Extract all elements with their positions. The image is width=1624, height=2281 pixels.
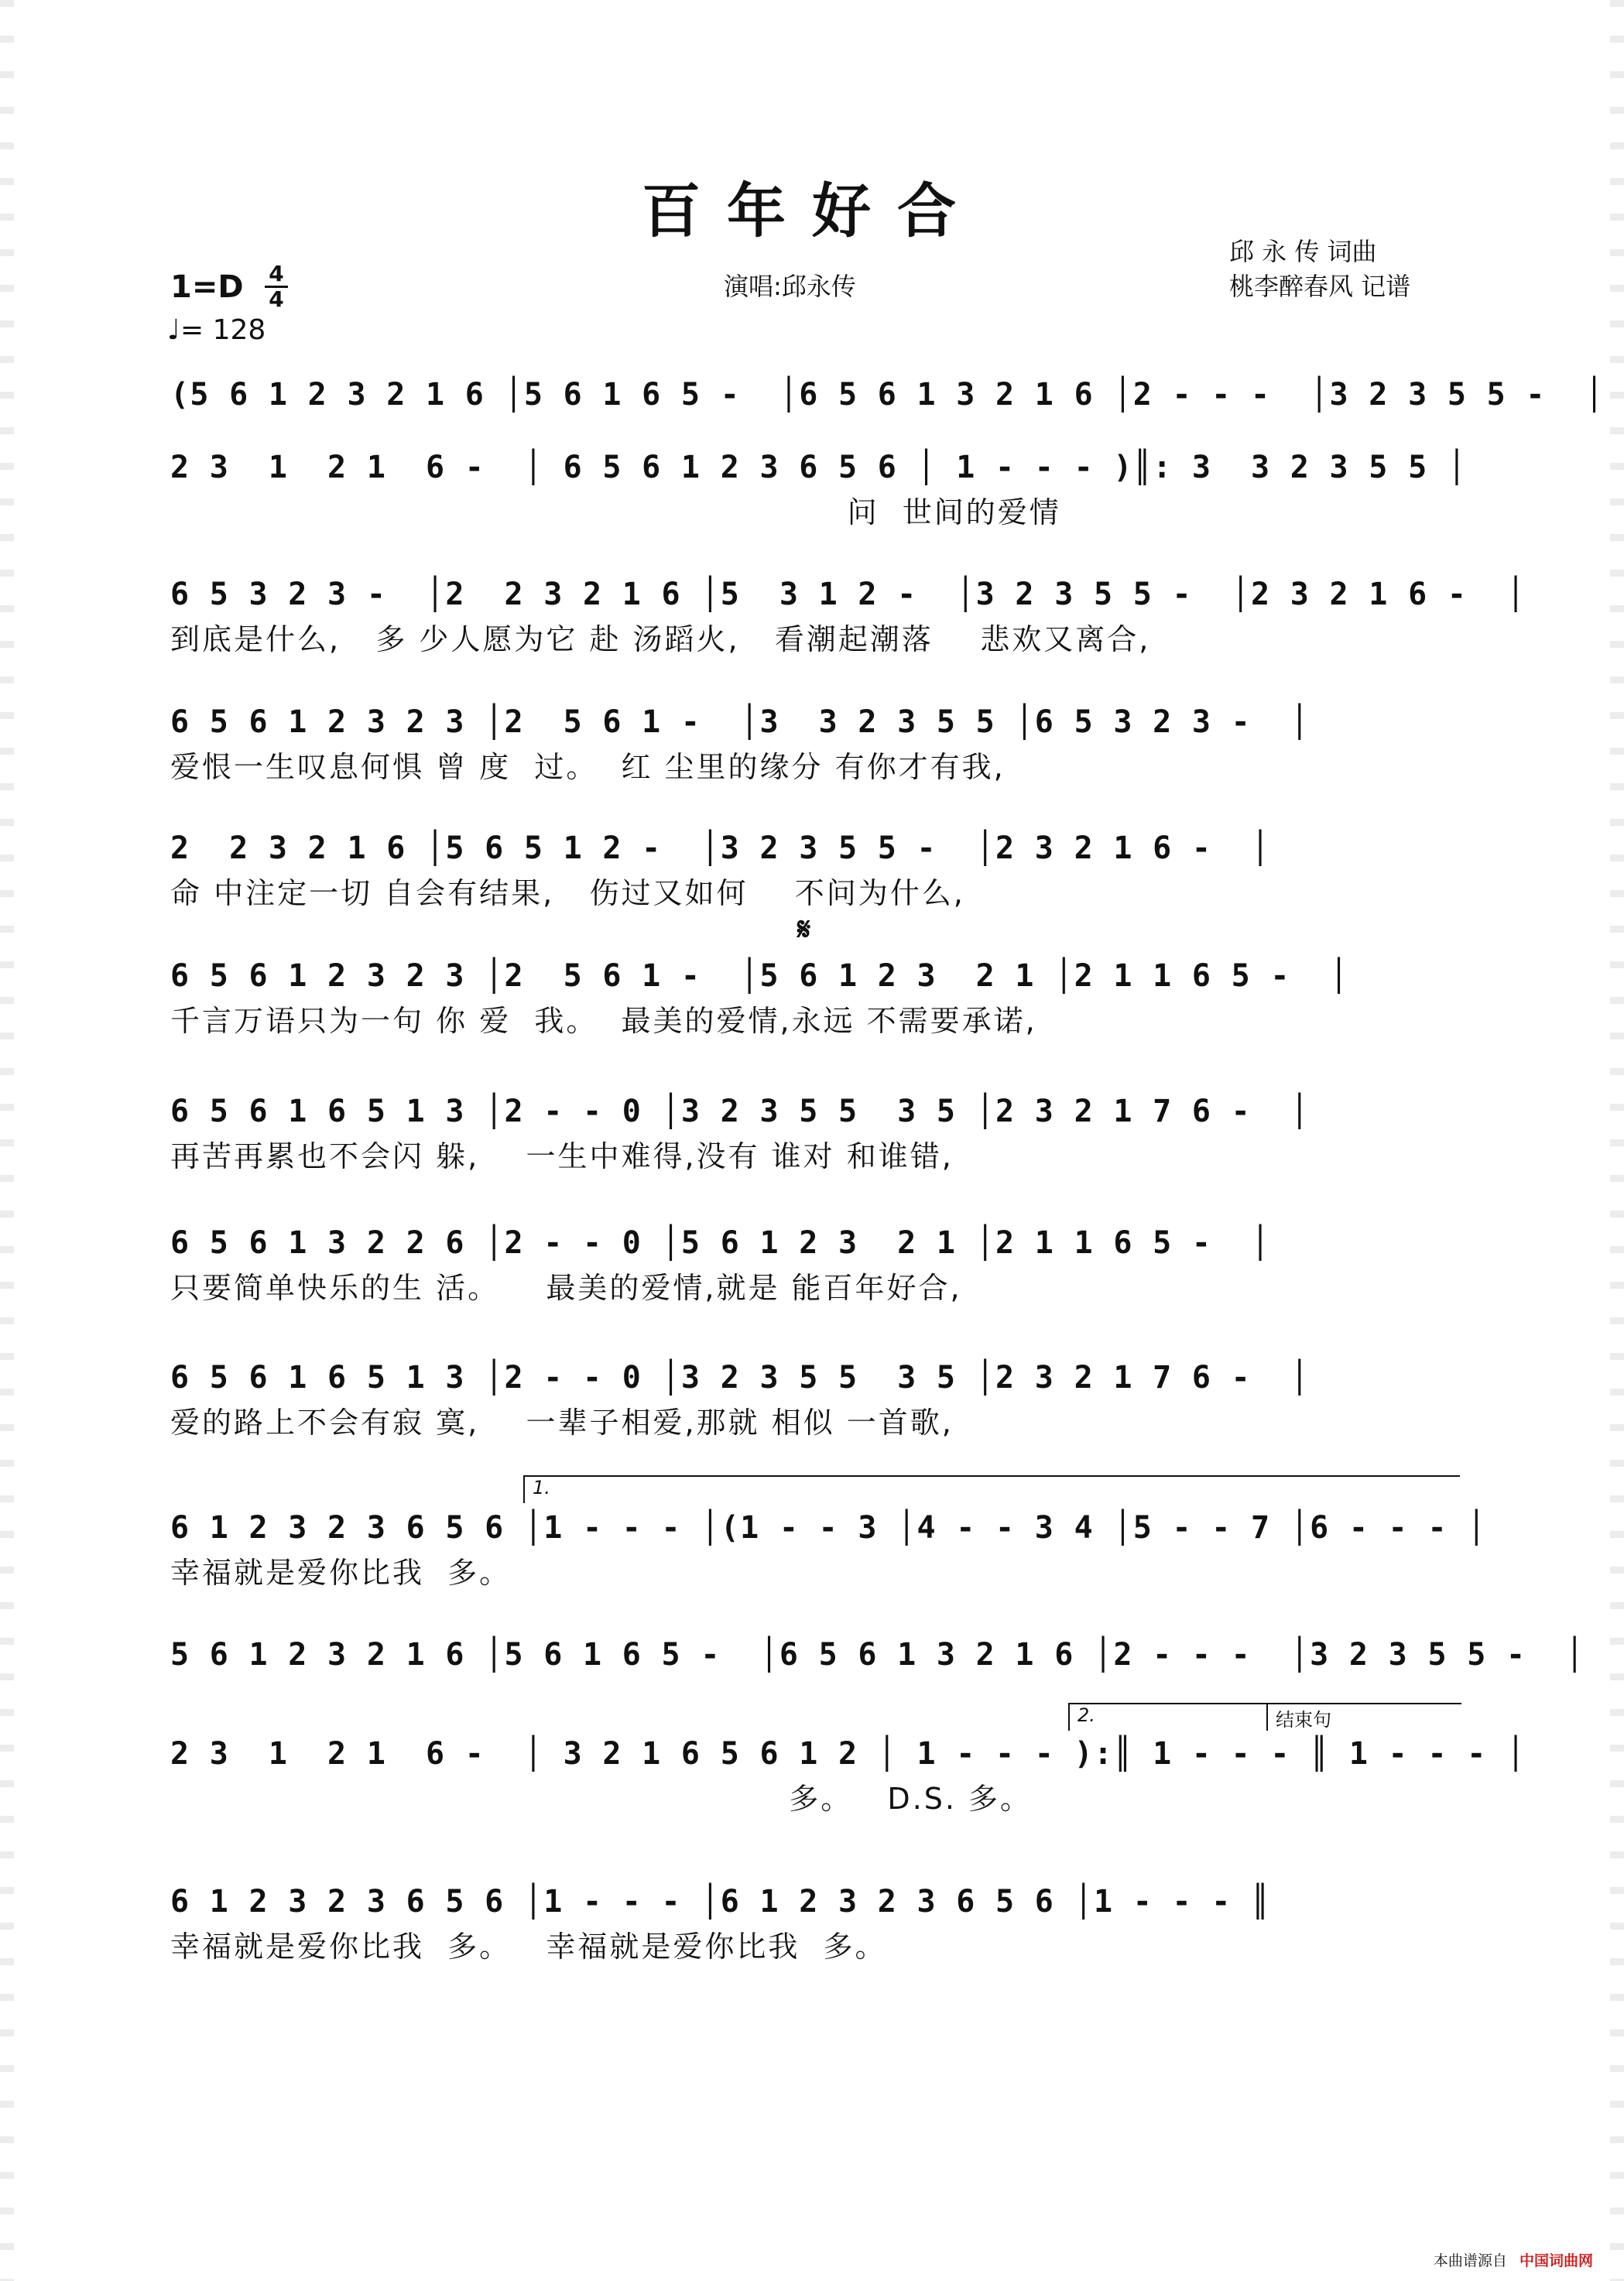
time-top: 4 [269, 261, 284, 286]
lyric-line: 幸福就是爱你比我 多。 [170, 1556, 512, 1590]
second-ending-label: 2. [1078, 1704, 1095, 1726]
lyric-line: 问 世间的爱情 [170, 495, 1061, 529]
jianpu-notes: 2 2 3 2 1 6 │5 6 5 1 2 - │3 2 3 5 5 - │2 3 2 1 6 - │ [170, 831, 1271, 866]
score-row [170, 1880, 1459, 1968]
first-ending-label: 1. [533, 1477, 550, 1498]
song-title: 百年好合 [642, 176, 982, 245]
score-row [170, 1506, 1487, 1594]
jianpu-notes: 6 5 6 1 6 5 1 3 │2 - - 0 │3 2 3 5 5 3 5 │2 3 2 1 7 6 - │ [170, 1094, 1311, 1129]
source-footer [1434, 2249, 1593, 2270]
lyric-line: 到底是什么, 多 少人愿为它 赴 汤蹈火, 看潮起潮落 悲欢又离合, [170, 622, 1151, 656]
time-signature [265, 263, 288, 310]
jianpu-notes: 6 1 2 3 2 3 6 5 6 │1 - - - │(1 - - 3 │4 - - 3 4 │5 - - 7 │6 - - - │ [170, 1510, 1487, 1546]
lyric-line: 只要简单快乐的生 活。 最美的爱情,就是 能百年好合, [170, 1271, 962, 1305]
lyric-line: 命 中注定一切 自会有结果, 伤过又如何 不问为什么, [170, 876, 965, 910]
jianpu-notes: 6 5 6 1 2 3 2 3 │2 5 6 1 - │3 3 2 3 5 5 │6 5 3 2 3 - │ [170, 704, 1311, 740]
lyric-line: 幸福就是爱你比我 多。 幸福就是爱你比我 多。 [170, 1930, 887, 1964]
lyric-line: 千言万语只为一句 你 爱 我。 最美的爱情,永远 不需要承诺, [170, 1004, 1037, 1038]
score-row [170, 1356, 1459, 1444]
jianpu-notes: 6 5 6 1 2 3 2 3 │2 5 6 1 - │5 6 1 2 3 2 1 │2 1 1 6 5 - │ [170, 958, 1349, 994]
ending-phrase-label: 结束句 [1276, 1709, 1331, 1731]
score-row [170, 573, 1526, 661]
jianpu-notes: 6 5 6 1 6 5 1 3 │2 - - 0 │3 2 3 5 5 3 5 │2 3 2 1 7 6 - │ [170, 1360, 1311, 1396]
lyric-line: 再苦再累也不会闪 躲, 一生中难得,没有 谁对 和谁错, [170, 1139, 954, 1173]
first-ending-bracket [523, 1475, 1460, 1503]
jianpu-notes: 6 5 3 2 3 - │2 2 3 2 1 6 │5 3 1 2 - │3 2 3 5 5 - │2 3 2 1 6 - │ [170, 577, 1526, 612]
footer-site-name: 中国词曲网 [1519, 2252, 1593, 2269]
key-signature: 1=D [170, 269, 244, 305]
tempo-mark: ♩= 128 [167, 314, 266, 346]
side-watermark-right [1610, 0, 1624, 2281]
score-row [170, 446, 1468, 534]
lyric-line: 爱的路上不会有寂 寞, 一辈子相爱,那就 相似 一首歌, [170, 1406, 954, 1440]
lyric-line: 爱恨一生叹息何惧 曾 度 过。 红 尘里的缘分 有你才有我, [170, 750, 1006, 784]
jianpu-notes: 6 1 2 3 2 3 6 5 6 │1 - - - │6 1 2 3 2 3 6 5 6 │1 - - - ║ [170, 1884, 1271, 1920]
score-row [170, 954, 1459, 1043]
transcriber: 桃李醉春风 记谱 [1229, 272, 1411, 301]
jianpu-notes: 5 6 1 2 3 2 1 6 │5 6 1 6 5 - │6 5 6 1 3 2 1 6 │2 - - - │3 2 3 5 5 - │ [170, 1637, 1585, 1673]
score-row [170, 700, 1459, 789]
segno-sign: 𝄋 [797, 912, 811, 947]
lyric-line: 多。 D.S. 多。 [170, 1782, 1033, 1816]
jianpu-notes: 2 3 1 2 1 6 - │ 3 2 1 6 5 6 1 2 │ 1 - - - ):║ 1 - - - ║ 1 - - - │ [170, 1736, 1526, 1772]
singer: 演唱:邱永传 [724, 272, 856, 301]
score-row [170, 1732, 1526, 1820]
lyricist-composer: 邱 永 传 词曲 [1229, 237, 1377, 266]
jianpu-notes: 6 5 6 1 3 2 2 6 │2 - - 0 │5 6 1 2 3 2 1 │2 1 1 6 5 - │ [170, 1225, 1271, 1261]
score-row [170, 827, 1459, 915]
lyric-line [170, 1678, 1459, 1721]
score-row [170, 1221, 1459, 1310]
footer-source-text: 本曲谱源自 [1433, 2252, 1507, 2269]
jianpu-notes: 2 3 1 2 1 6 - │ 6 5 6 1 2 3 6 5 6 │ 1 - - - )║: 3 3 2 3 5 5 │ [170, 450, 1468, 485]
side-watermark-left [0, 0, 14, 2281]
jianpu-notes: (5 6 1 2 3 2 1 6 │5 6 1 6 5 - │6 5 6 1 3 2 1 6 │2 - - - │3 2 3 5 5 - │ [170, 377, 1605, 413]
score-row [170, 1090, 1459, 1178]
time-bottom: 4 [269, 286, 284, 312]
score-row [170, 1633, 1585, 1721]
